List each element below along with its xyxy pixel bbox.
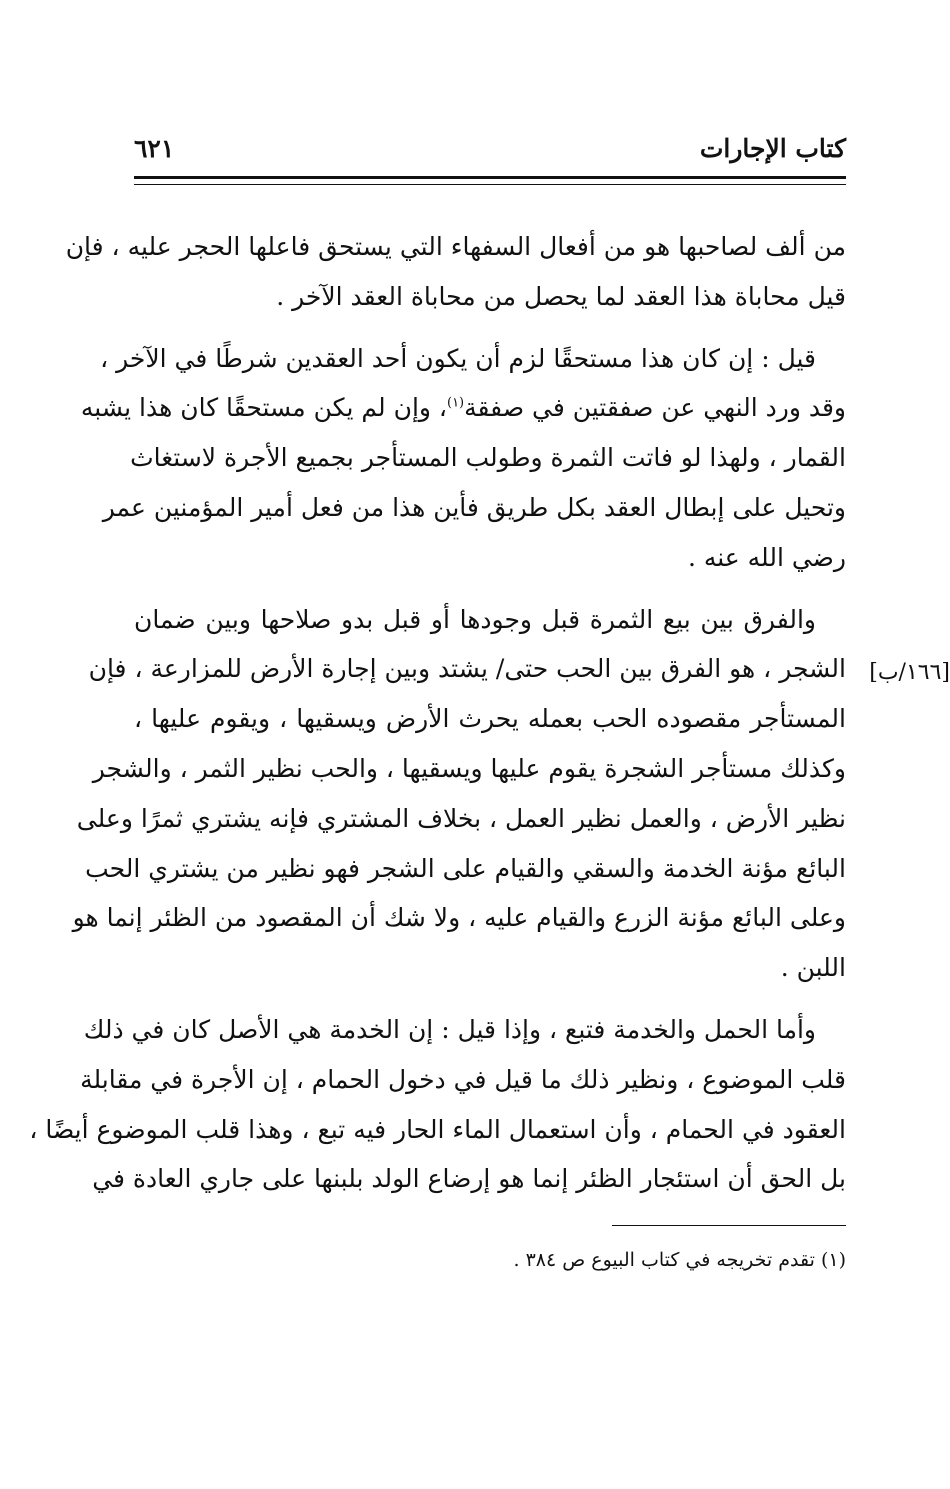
header-rule-thin xyxy=(134,184,846,185)
text-line: الشجر ، هو الفرق بين الحب حتى/ يشتد وبين إجارة الأرض للمزارعة ، فإن xyxy=(88,654,846,684)
running-title: كتاب الإجارات xyxy=(699,134,846,163)
text-line-part: ، وإن لم يكن مستحقًا كان هذا يشبه xyxy=(80,393,447,423)
text-line: وتحيل على إبطال العقد بكل طريق فأين هذا من فعل أمير المؤمنين عمر xyxy=(102,492,846,522)
paragraph xyxy=(29,1005,846,1204)
footnote-separator xyxy=(612,1225,846,1226)
text-line: وعلى البائع مؤنة الزرع والقيام عليه ، ولا شك أن المقصود من الظئر إنما هو xyxy=(72,903,846,933)
paragraph xyxy=(65,222,846,322)
text-line: بل الحق أن استئجار الظئر إنما هو إرضاع الولد بلبنها على جاري العادة في xyxy=(92,1164,846,1194)
footnote xyxy=(300,1246,846,1274)
text-line: قيل : إن كان هذا مستحقًا لزم أن يكون أحد العقدين شرطًا في الآخر ، xyxy=(100,343,816,373)
paragraph-gap xyxy=(134,993,846,1005)
text-line: البائع مؤنة الخدمة والسقي والقيام على الشجر فهو نظير من يشتري الحب xyxy=(85,853,846,883)
text-line: رضي الله عنه . xyxy=(687,542,846,572)
text-line: المستأجر مقصوده الحب بعمله يحرث الأرض ويسقيها ، ويقوم عليها ، xyxy=(134,704,846,734)
footnote-text: تقدم تخريجه في كتاب البيوع ص ٣٨٤ . xyxy=(513,1249,815,1271)
text-line: نظير الأرض ، والعمل نظير العمل ، بخلاف المشتري فإنه يشتري ثمرًا وعلى xyxy=(76,803,846,833)
header-rule-thick xyxy=(134,176,846,179)
text-line: قلب الموضوع ، ونظير ذلك ما قيل في دخول الحمام ، إن الأجرة في مقابلة xyxy=(80,1064,846,1094)
text-line: والفرق بين بيع الثمرة قبل وجودها أو قبل بدو صلاحها وبين ضمان xyxy=(134,604,816,634)
paragraph xyxy=(72,595,846,993)
text-line-part: وقد ورد النهي عن صفقتين في صفقة xyxy=(464,393,846,423)
main-text xyxy=(29,222,846,1204)
text-line xyxy=(80,383,846,433)
text-line: العقود في الحمام ، وأن استعمال الماء الحار فيه تبع ، وهذا قلب الموضوع أيضًا ، xyxy=(29,1114,846,1144)
text-line: اللبن . xyxy=(780,953,846,983)
text-line: من ألف لصاحبها هو من أفعال السفهاء التي يستحق فاعلها الحجر عليه ، فإن xyxy=(65,232,846,261)
text-line: القمار ، ولهذا لو فاتت الثمرة وطولب المستأجر بجميع الأجرة لاستغاث xyxy=(130,443,846,473)
paragraph xyxy=(80,334,846,583)
paragraph-gap xyxy=(134,322,846,334)
page-header xyxy=(134,128,846,174)
page-number: ٦٢١ xyxy=(134,134,175,163)
manuscript-folio-reference: [١٦٦/ب] xyxy=(869,660,950,685)
paragraph-gap xyxy=(134,583,846,595)
text-line: قيل محاباة هذا العقد لما يحصل من محاباة العقد الآخر . xyxy=(276,281,846,311)
text-line: وكذلك مستأجر الشجرة يقوم عليها ويسقيها ، والحب نظير الثمر ، والشجر xyxy=(92,753,846,783)
footnote-marker: (١) xyxy=(446,396,465,412)
footnote-number: (١) xyxy=(820,1249,846,1271)
text-line: وأما الحمل والخدمة فتبع ، وإذا قيل : إن الخدمة هي الأصل كان في ذلك xyxy=(83,1014,816,1044)
